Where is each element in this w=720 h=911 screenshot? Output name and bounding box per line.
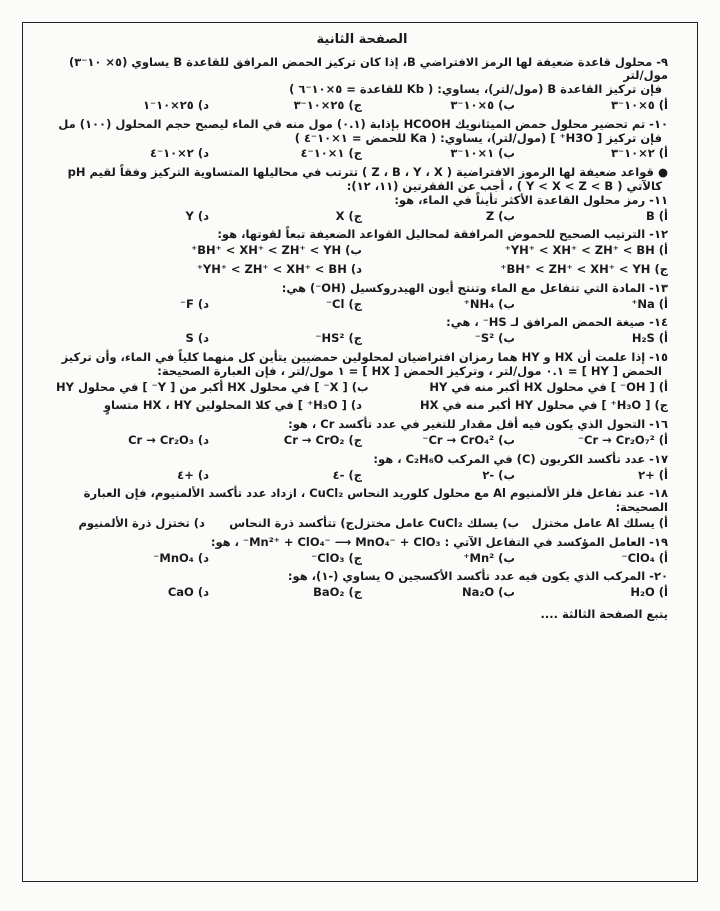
option-c: ج) تتأكسد ذرة النحاس (229, 515, 354, 530)
question-20-text: ٢٠- المركب الذي يكون فيه عدد تأكسد الأكسجين O يساوي (-١)، هو: (287, 569, 668, 584)
option-a: أ) H₂O (630, 585, 668, 600)
option-d: د) YH⁺ < ZH⁺ < XH⁺ < BH⁺ (196, 261, 362, 276)
question-19-text: ١٩- العامل المؤكسد في التفاعل الآتي : Mn²⁺ + ClO₄⁻ ⟶ MnO₄⁻ + ClO₃⁻ ، هو: (210, 534, 668, 549)
option-c: ج) BaO₂ (313, 585, 362, 600)
question-16-options (56, 434, 668, 448)
option-d: د) ٢٥×١٠⁻١ (142, 97, 209, 112)
option-a: أ) يسلك Al عامل مختزل (531, 515, 668, 530)
question-17-text: ١٧- عدد تأكسد الكربون (C) في المركب C₂H₆O ، هو: (373, 451, 668, 466)
option-d: د) Y (185, 208, 209, 223)
option-a: أ) H₂S (631, 331, 668, 346)
bases-intro (56, 166, 668, 194)
question-11-options (56, 210, 668, 224)
question-15-options-row-1 (56, 381, 668, 395)
option-d: د) +٤ (177, 467, 209, 482)
option-c: ج) Cl⁻ (325, 296, 362, 311)
question-13-options (56, 298, 668, 312)
option-a: أ) Na⁺ (631, 296, 668, 311)
question-14 (56, 316, 668, 346)
question-20 (56, 570, 668, 600)
bases-intro-text-2: كالآتي ( Y < X < Z < B ) ، أجب عن الفقرتين (١١، ١٢): (346, 178, 662, 193)
question-15 (56, 351, 668, 413)
option-a: أ) Cr → Cr₂O₇²⁻ (577, 432, 668, 447)
option-c: ج) X (335, 208, 362, 223)
option-b: ب) Z (485, 208, 515, 223)
question-11-text: ١١- رمز محلول القاعدة الأكثر تأيناً في الماء، هو: (394, 192, 668, 207)
option-b: ب) NH₄⁺ (463, 296, 515, 311)
option-b: ب) BH⁺ < XH⁺ < ZH⁺ < YH⁺ (191, 243, 362, 258)
option-d: د) [ H₃O⁺ ] في كلا المحلولين HX ، HY متساوٍ (103, 398, 362, 413)
question-17 (56, 453, 668, 483)
option-d: د) Cr → Cr₂O₃ (128, 432, 209, 447)
option-c: ج) HS²⁻ (315, 331, 362, 346)
continue-note: يتبع الصفحة الثالثة .... (540, 606, 668, 621)
question-11 (56, 194, 668, 224)
option-d: د) F⁻ (179, 296, 209, 311)
question-12 (56, 228, 668, 276)
question-15-options-row-2 (56, 399, 668, 413)
question-12-options-row-2 (56, 263, 668, 277)
option-d: د) S (185, 331, 209, 346)
option-b: ب) [ X⁻ ] في محلول HX أكبر من [ Y⁻ ] في محلول HY (56, 379, 369, 394)
option-a: أ) [ OH⁻ ] في محلول HX أكبر منه في HY (429, 379, 668, 394)
question-18-options (56, 517, 668, 531)
question-10-text-2: فإن تركيز [ H3O⁺ ] (مول/لتر)، يساوي: ( Ka للحمض = ١×١٠⁻٤ ) (294, 130, 662, 145)
bases-intro-text: ● قواعد ضعيفة لها الرموز الافتراضية ( Z ، B ، Y ، X ) تترتب في محاليلها المتساوية التركيز وفقاً لقيم pH (67, 165, 668, 180)
question-16-text: ١٦- التحول الذي يكون فيه أقل مقدار للتغير في عدد تأكسد Cr ، هو: (288, 417, 668, 432)
option-a: أ) B (646, 208, 668, 223)
option-b: ب) Na₂O (461, 585, 515, 600)
option-d: د) CaO (167, 585, 209, 600)
question-17-options (56, 469, 668, 483)
option-b: ب) Mn²⁺ (463, 550, 515, 565)
question-19 (56, 536, 668, 566)
option-d: د) MnO₄⁻ (153, 550, 209, 565)
option-a: أ) +٢ (638, 467, 668, 482)
question-13 (56, 282, 668, 312)
option-a: أ) ٥×١٠⁻٣ (610, 97, 668, 112)
question-14-text: ١٤- صيغة الحمض المرافق لـ HS⁻ ، هي: (446, 315, 668, 330)
option-b: ب) ١×١٠⁻٣ (450, 146, 515, 161)
question-18 (56, 487, 668, 530)
question-20-options (56, 586, 668, 600)
option-b: ب) -٢ (482, 467, 515, 482)
question-18-text: ١٨- عند تفاعل فلز الألمنيوم Al مع محلول كلوريد النحاس CuCl₂ ، ازداد عدد تأكسد الألمنيوم، فإن العبارة الصحيحة: (83, 486, 668, 515)
question-10 (56, 118, 668, 161)
option-d: د) ٢×١٠⁻٤ (150, 146, 209, 161)
option-c: ج) -٤ (332, 467, 362, 482)
option-c: ج) ١×١٠⁻٤ (300, 146, 362, 161)
option-c: ج) [ H₃O⁺ ] في محلول HY أكبر منه في HX (420, 398, 668, 413)
option-b: ب) S²⁻ (474, 331, 515, 346)
option-b: ب) يسلك CuCl₂ عامل مختزل (353, 515, 520, 530)
question-9 (56, 56, 668, 113)
option-a: أ) YH⁺ < XH⁺ < ZH⁺ < BH⁺ (504, 243, 668, 258)
option-b: ب) ٥×١٠⁻٣ (450, 97, 515, 112)
question-12-options-row-1 (56, 244, 668, 258)
question-10-text: ١٠- تم تحضير محلول حمض الميثانويك HCOOH بإذابة (٠.١) مول منه في الماء ليصبح حجم المحلول (١٠٠) مل (58, 116, 668, 131)
option-c: ج) Cr → CrO₂ (283, 432, 362, 447)
option-d: د) تختزل ذرة الألمنيوم (78, 515, 205, 530)
question-15-text-2: الحمض [ HY ] = ٠.١ مول/لتر ، وتركيز الحمض [ HX ] = ١ مول/لتر ، فإن العبارة الصحيحة: (157, 363, 662, 378)
question-15-text: ١٥- إذا علمت أن HX و HY هما رمزان افتراضيان لمحلولين حمضيين يتأين كل منهما كلياً في الماء، وأن تركيز (61, 349, 668, 364)
page-title: الصفحة الثانية (316, 32, 408, 47)
option-c: ج) ٢٥×١٠⁻٣ (293, 97, 362, 112)
question-9-text-2: فإن تركيز القاعدة B (مول/لتر)، يساوي: ( Kb للقاعدة = ٥×١٠⁻٦ ) (289, 82, 662, 97)
option-a: أ) ClO₄⁻ (621, 550, 668, 565)
question-10-options (56, 147, 668, 161)
option-b: ب) Cr → CrO₄²⁻ (422, 432, 515, 447)
question-14-options (56, 332, 668, 346)
exam-content (56, 30, 668, 622)
question-13-text: ١٣- المادة التي تتفاعل مع الماء وتنتج أيون الهيدروكسيل (OH⁻) هي: (281, 280, 668, 295)
question-19-options (56, 552, 668, 566)
question-9-options (56, 99, 668, 113)
option-c: ج) BH⁺ < ZH⁺ < XH⁺ < YH⁺ (500, 261, 668, 276)
option-c: ج) ClO₃⁻ (311, 550, 362, 565)
question-9-text: ٩- محلول قاعدة ضعيفة لها الرمز الافتراضي B، إذا كان تركيز الحمض المرافق للقاعدة B يساوي (٥× ١٠⁻٣) مول/لتر (68, 54, 668, 83)
option-a: أ) ٢×١٠⁻٣ (610, 146, 668, 161)
question-12-text: ١٢- الترتيب الصحيح للحموض المرافقة لمحاليل القواعد الضعيفة تبعاً لقوتها، هو: (217, 227, 668, 242)
question-16 (56, 418, 668, 448)
